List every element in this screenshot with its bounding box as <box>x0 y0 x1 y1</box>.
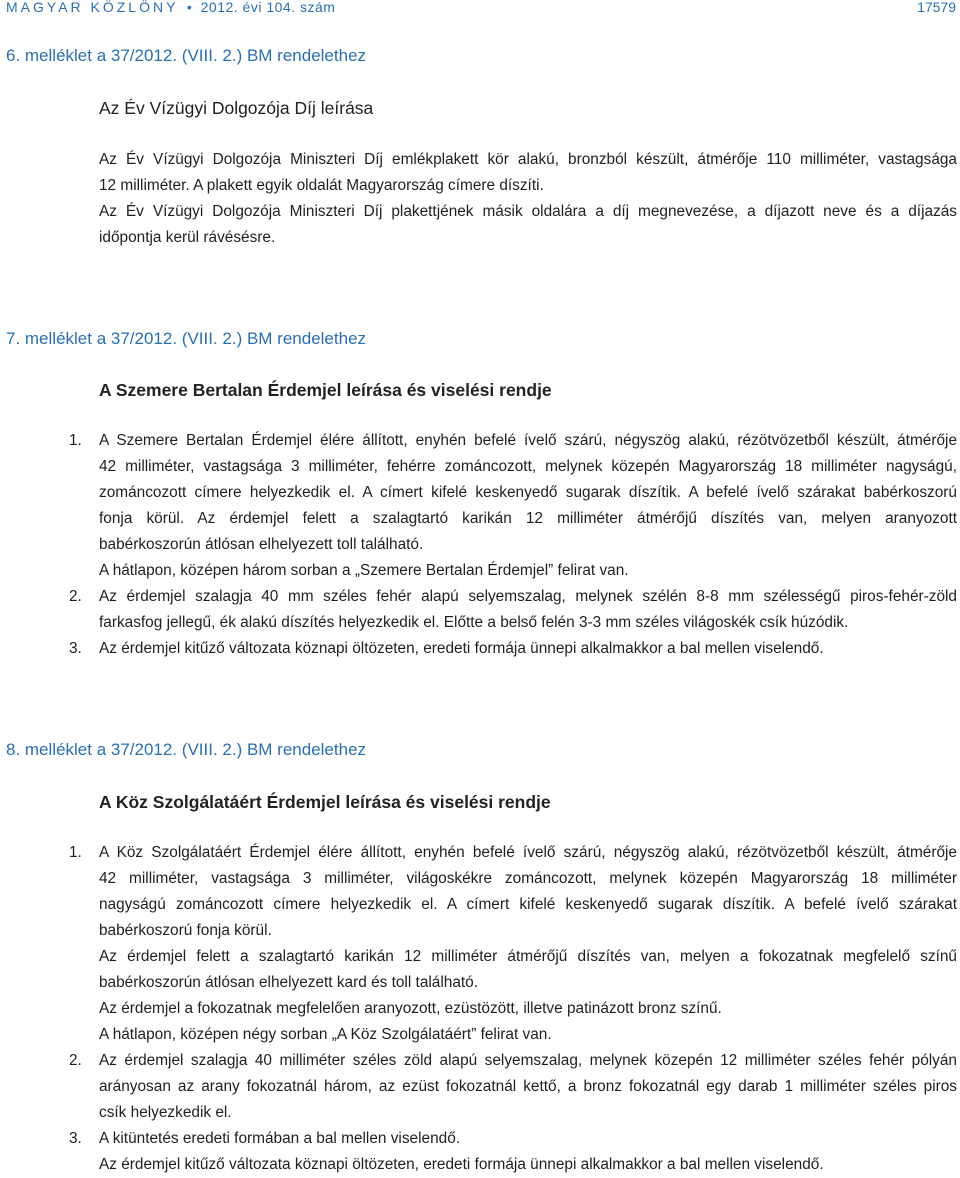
text-line: Az érdemjel felett a szalagtartó karikán 12 milliméter átmérőjű díszítés van, melyen a fokozatnak megfelelő színű <box>99 948 957 965</box>
text-line: 12 milliméter. A plakett egyik oldalát Magyarország címere díszíti. <box>99 177 544 194</box>
item-body <box>99 1048 957 1126</box>
annex-7-item-1 <box>69 428 957 584</box>
text-line: Az Év Vízügyi Dolgozója Miniszteri Díj emlékplakett kör alakú, bronzból készült, átmérője 110 milliméter, vastagsága <box>99 151 957 168</box>
text-line: babérkoszorún átlósan elhelyezett kard és toll található. <box>99 974 479 991</box>
annex-7-title: A Szemere Bertalan Érdemjel leírása és viselési rendje <box>99 380 552 400</box>
text-line: A Szemere Bertalan Érdemjel élére állított, enyhén befelé ívelő szárú, négyszög alakú, rézötvözetből készült, átmérője <box>99 432 957 449</box>
item-number: 1. <box>69 432 82 449</box>
text-line: Az érdemjel szalagja 40 milliméter széles zöld alapú selyemszalag, melynek közepén 12 milliméter széles fehér pólyán <box>99 1052 957 1069</box>
text-line: A kitüntetés eredeti formában a bal mellen viselendő. <box>99 1130 461 1147</box>
annex-8-item-2 <box>69 1048 957 1126</box>
text-line: zománcozott címere helyezkedik el. A címert kifelé keskenyedő sugarak díszítik. A befelé ívelő szárakat babérkoszorú <box>99 484 957 501</box>
page-number: 17579 <box>917 0 956 15</box>
item-body <box>99 428 957 584</box>
issue-label: 2012. évi 104. szám <box>200 0 336 15</box>
text-line: Az érdemjel kitűző változata köznapi öltözeten, eredeti formája ünnepi alkalmakkor a bal mellen viselendő. <box>99 640 824 657</box>
annex-8-title: A Köz Szolgálatáért Érdemjel leírása és viselési rendje <box>99 792 551 812</box>
text-line: csík helyezkedik el. <box>99 1104 232 1121</box>
text-line: nagyságú zománcozott címere helyezkedik el. A címert kifelé keskenyedő sugarak díszítik. A befelé ívelő szárakat <box>99 896 957 913</box>
header-separator: • <box>186 0 193 15</box>
text-line: Az Év Vízügyi Dolgozója Miniszteri Díj plakettjének másik oldalára a díj megnevezése, a díjazott neve és a díjazás <box>99 203 957 220</box>
annex-7-item-2 <box>69 584 957 636</box>
header-left <box>6 0 335 14</box>
annex-8-item-3 <box>69 1126 957 1178</box>
annex-8-heading: 8. melléklet a 37/2012. (VIII. 2.) BM rendelethez <box>6 740 367 759</box>
text-line: 42 milliméter, vastagsága 3 milliméter, világoskékre zománcozott, melynek közepén Magyarország 18 milliméter <box>99 870 957 887</box>
publication-name: MAGYAR KÖZLÖNY <box>6 0 179 15</box>
item-number: 3. <box>69 1130 82 1147</box>
item-number: 3. <box>69 640 82 657</box>
annex-6-title: Az Év Vízügyi Dolgozója Díj leírása <box>99 98 374 118</box>
annex-6-heading: 6. melléklet a 37/2012. (VIII. 2.) BM rendelethez <box>6 46 367 65</box>
text-line: babérkoszorún átlósan elhelyezett toll található. <box>99 536 424 553</box>
item-body <box>99 840 957 1048</box>
text-line: A hátlapon, középen négy sorban „A Köz Szolgálatáért” felirat van. <box>99 1026 552 1043</box>
text-line: A Köz Szolgálatáért Érdemjel élére állított, enyhén befelé ívelő szárú, négyszög alakú, rézötvözetből készült, átmérője <box>99 844 957 861</box>
page-header <box>6 0 956 20</box>
text-line: A hátlapon, középen három sorban a „Szemere Bertalan Érdemjel” felirat van. <box>99 562 629 579</box>
item-number: 1. <box>69 844 82 861</box>
text-line: 42 milliméter, vastagsága 3 milliméter, fehérre zománcozott, melynek közepén Magyarország 18 milliméter nagyságú, <box>99 458 957 475</box>
item-number: 2. <box>69 588 82 605</box>
item-body <box>99 1126 957 1178</box>
annex-8-item-1 <box>69 840 957 1048</box>
text-line: időpontja kerül rávésésre. <box>99 229 276 246</box>
annex-7-heading: 7. melléklet a 37/2012. (VIII. 2.) BM rendelethez <box>6 329 367 348</box>
text-line: Az érdemjel kitűző változata köznapi öltözeten, eredeti formája ünnepi alkalmakkor a bal mellen viselendő. <box>99 1156 824 1173</box>
text-line: babérkoszorú fonja körül. <box>99 922 272 939</box>
text-line: arányosan az arany fokozatnál három, az ezüst fokozatnál kettő, a bronz fokozatnál egy darab 1 milliméter széles piros <box>99 1078 957 1095</box>
text-line: Az érdemjel a fokozatnak megfelelően aranyozott, ezüstözött, illetve patinázott bronz színű. <box>99 1000 722 1017</box>
text-line: Az érdemjel szalagja 40 mm széles fehér alapú selyemszalag, melynek szélén 8-8 mm szélességű piros-fehér-zöld <box>99 588 957 605</box>
item-number: 2. <box>69 1052 82 1069</box>
text-line: fonja körül. Az érdemjel felett a szalagtartó karikán 12 milliméter átmérőjű díszítés van, melyen aranyozott <box>99 510 957 527</box>
annex-7-item-3 <box>69 636 957 662</box>
annex-6-body <box>99 147 957 251</box>
item-body <box>99 584 957 636</box>
item-body <box>99 636 957 662</box>
text-line: farkasfog jellegű, ék alakú díszítés helyezkedik el. Előtte a belső felén 3-3 mm széles világoskék csík húzódik. <box>99 614 849 631</box>
